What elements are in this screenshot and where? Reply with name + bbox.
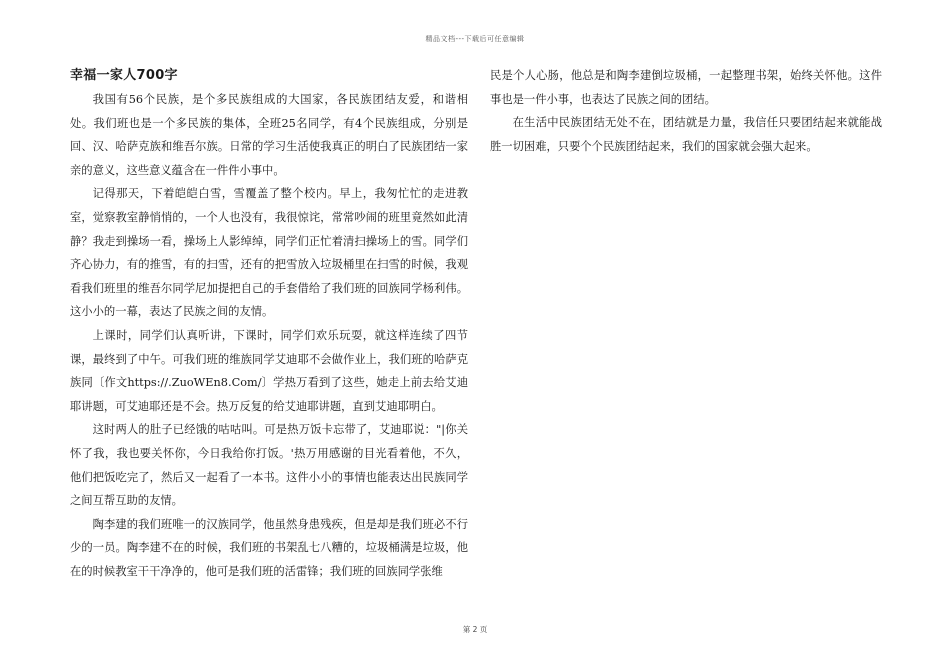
paragraph-intro: 我国有56个民族，是个多民族组成的大国家，各民族团结友爱，和谐相处。我们班也是一个多民族的集体，全班25名同学，有4个民族组成，分别是回、汉、哈萨克族和维吾尔族。日常的学习生活使我真正的明白了民族团结一家亲的意义，这些意义蕴含在一件件小事中。	[70, 93, 468, 177]
paragraph-continuation: 民是个人心肠，他总是和陶李建倒垃圾桶，一起整理书架，始终关怀他。这件事也是一件小事，也表达了民族之间的团结。	[490, 69, 882, 106]
paragraph-lunch: 这时两人的肚子已经饿的咕咕叫。可是热万饭卡忘带了，艾迪耶说："|你关怀了我，我也要关怀你，今日我给你打饭。'热万用感谢的目光看着他，不久，他们把饭吃完了，然后又一起看了一本书。这件小小的事情也能表达出民族同学之间互帮互助的友情。	[70, 423, 468, 508]
paragraph-tao-lijian: 陶李建的我们班唯一的汉族同学，他虽然身患残疾，但是却是我们班必不行少的一员。陶李建不在的时候，我们班的书架乱七八糟的，垃圾桶满是垃圾，他在的时候教室干干净净的，他可是我们班的活雷锋；我们班的回族同学张维	[70, 517, 468, 578]
page-header: 精品文档---下载后可任意编辑	[425, 35, 525, 43]
paragraph-conclusion: 在生活中民族团结无处不在，团结就是力量，我信任只要团结起来就能战胜一切困难，只要个个民族团结起来，我们的国家就会强大起来。	[490, 116, 882, 153]
paragraph-snow-day: 记得那天，下着皑皑白雪，雪覆盖了整个校内。早上，我匆忙忙的走进教室，觉察教室静悄悄的，一个人也没有，我很惊诧，常常吵闹的班里竟然如此清静？我走到操场一看，操场上人影绰绰，同学们正忙着清扫操场上的雪。同学们齐心协力，有的推雪，有的扫雪，还有的把雪放入垃圾桶里在扫雪的时候，我观看我们班里的维吾尔同学尼加提把自己的手套借给了我们班的回族同学杨利伟。这小小的一幕，表达了民族之间的友情。	[70, 187, 468, 319]
left-column	[70, 64, 468, 583]
article-title: 幸福一家人700字	[70, 68, 178, 83]
right-column	[490, 64, 882, 158]
paragraph-class-time: 上课时，同学们认真听讲，下课时，同学们欢乐玩耍，就这样连续了四节课，最终到了中午。可我们班的维族同学艾迪耶不会做作业上，我们班的哈萨克族同〔作文https://.ZuoWEn8.Com/〕学热万看到了这些，她走上前去给艾迪耶讲题，可艾迪耶还是不会。热万反复的给艾迪耶讲题，直到艾迪耶明白。	[70, 328, 468, 413]
page-number: 第 2 页	[462, 625, 488, 634]
